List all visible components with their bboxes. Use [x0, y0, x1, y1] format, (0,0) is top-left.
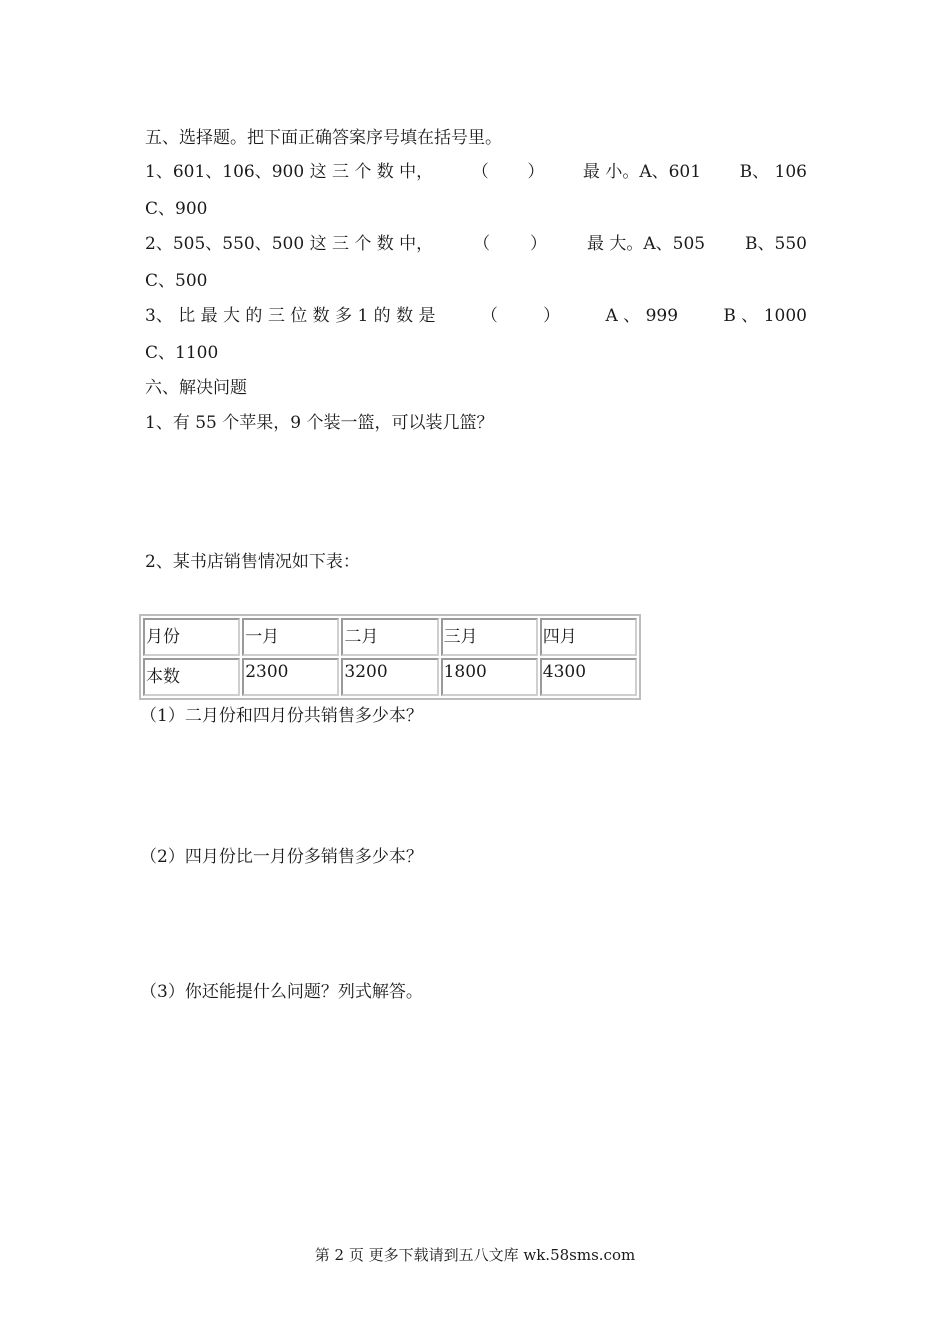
q3-option-c: C、1100 — [145, 343, 219, 363]
table-cell: 4300 — [540, 658, 637, 696]
q1-option-a: 最 小。A、601 — [582, 162, 702, 182]
table-cell: 三月 — [441, 618, 538, 656]
table-row-header — [143, 618, 637, 656]
section5-heading: 五、选择题。把下面正确答案序号填在括号里。 — [145, 128, 502, 148]
page-footer: 第 2 页 更多下载请到五八文库 wk.58sms.com — [314, 1246, 636, 1264]
table-cell: 1800 — [441, 658, 538, 696]
q1-option-b: B、 106 — [739, 162, 807, 182]
q1-paren-right: ） — [527, 162, 545, 182]
table-cell: 二月 — [341, 618, 438, 656]
table-cell: 一月 — [242, 618, 339, 656]
problem-2: 2、某书店销售情况如下表： — [145, 552, 360, 572]
problem-1: 1、有 55 个苹果，9 个装一篮，可以装几篮？ — [145, 413, 494, 433]
q2-option-a: 最 大。A、505 — [586, 234, 706, 254]
question-2 — [145, 232, 807, 256]
q2-option-c: C、500 — [145, 271, 208, 291]
table-cell: 四月 — [540, 618, 637, 656]
q3-option-a: A 、 999 — [605, 306, 679, 326]
q3-stem: 3、 比 最 大 的 三 位 数 多 1 的 数 是 — [145, 306, 436, 326]
q3-paren-right: ） — [543, 306, 561, 326]
sub-question-2: （2）四月份比一月份多销售多少本？ — [140, 847, 423, 867]
q1-option-c: C、900 — [145, 199, 208, 219]
q1-stem: 1、601、106、900 这 三 个 数 中， — [145, 162, 434, 182]
table-cell: 3200 — [341, 658, 438, 696]
section6-heading: 六、解决问题 — [145, 378, 247, 398]
q2-paren-right: ） — [530, 234, 548, 254]
table-row-values — [143, 658, 637, 696]
q2-stem: 2、505、550、500 这 三 个 数 中， — [145, 234, 434, 254]
sales-table — [139, 614, 641, 700]
q1-paren-left: （ — [471, 162, 489, 182]
table-cell: 本数 — [143, 658, 240, 696]
table-cell: 2300 — [242, 658, 339, 696]
question-3 — [145, 304, 807, 328]
q3-option-b: B 、 1000 — [723, 306, 807, 326]
q2-option-b: B、550 — [745, 234, 807, 254]
sub-question-3: （3）你还能提什么问题？列式解答。 — [140, 982, 423, 1002]
q2-paren-left: （ — [473, 234, 491, 254]
q3-paren-left: （ — [480, 306, 498, 326]
question-1 — [145, 160, 807, 184]
sub-question-1: （1）二月份和四月份共销售多少本？ — [140, 706, 423, 726]
table-cell: 月份 — [143, 618, 240, 656]
